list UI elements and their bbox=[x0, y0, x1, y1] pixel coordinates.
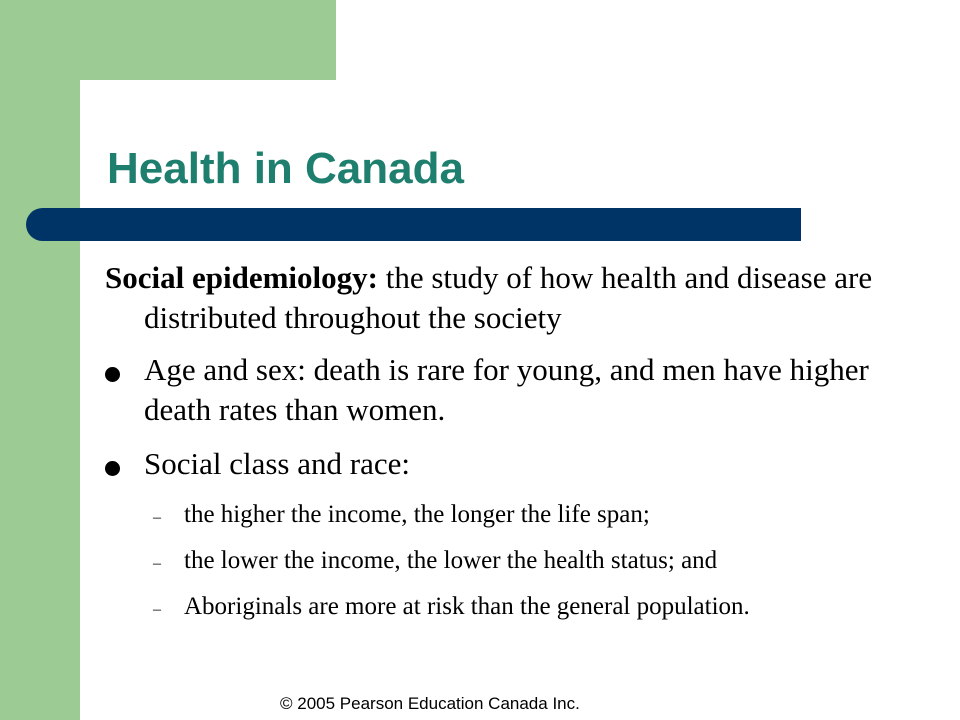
bullet-item bbox=[105, 350, 925, 430]
title-underline-bar bbox=[26, 208, 801, 241]
left-accent-strip bbox=[0, 0, 80, 720]
definition-text: the study of how health and disease are distributed throughout the society bbox=[144, 260, 873, 335]
slide-title: Health in Canada bbox=[107, 144, 464, 193]
sub-bullet-text: the higher the income, the longer the life span; bbox=[184, 501, 650, 528]
definition-term: Social epidemiology: bbox=[105, 260, 378, 295]
bullet-item bbox=[105, 444, 925, 484]
sub-bullet-text: the lower the income, the lower the health status; and bbox=[184, 547, 718, 574]
dash-icon: – bbox=[153, 601, 161, 618]
dash-icon: – bbox=[153, 555, 161, 572]
dash-icon: – bbox=[153, 509, 161, 526]
definition-paragraph bbox=[105, 258, 925, 338]
sub-bullet-item bbox=[105, 590, 925, 624]
bullet-dot-icon bbox=[105, 367, 120, 382]
copyright-footer: © 2005 Pearson Education Canada Inc. bbox=[280, 694, 580, 713]
top-accent-block bbox=[0, 0, 336, 80]
sub-bullet-text: Aboriginals are more at risk than the general population. bbox=[184, 593, 750, 620]
bullet-text: Social class and race: bbox=[144, 446, 410, 481]
slide-body bbox=[105, 258, 925, 636]
sub-bullet-item bbox=[105, 498, 925, 532]
bullet-dot-icon bbox=[105, 461, 120, 476]
bullet-text: Age and sex: death is rare for young, and men have higher death rates than women. bbox=[144, 352, 869, 427]
sub-bullet-item bbox=[105, 544, 925, 578]
